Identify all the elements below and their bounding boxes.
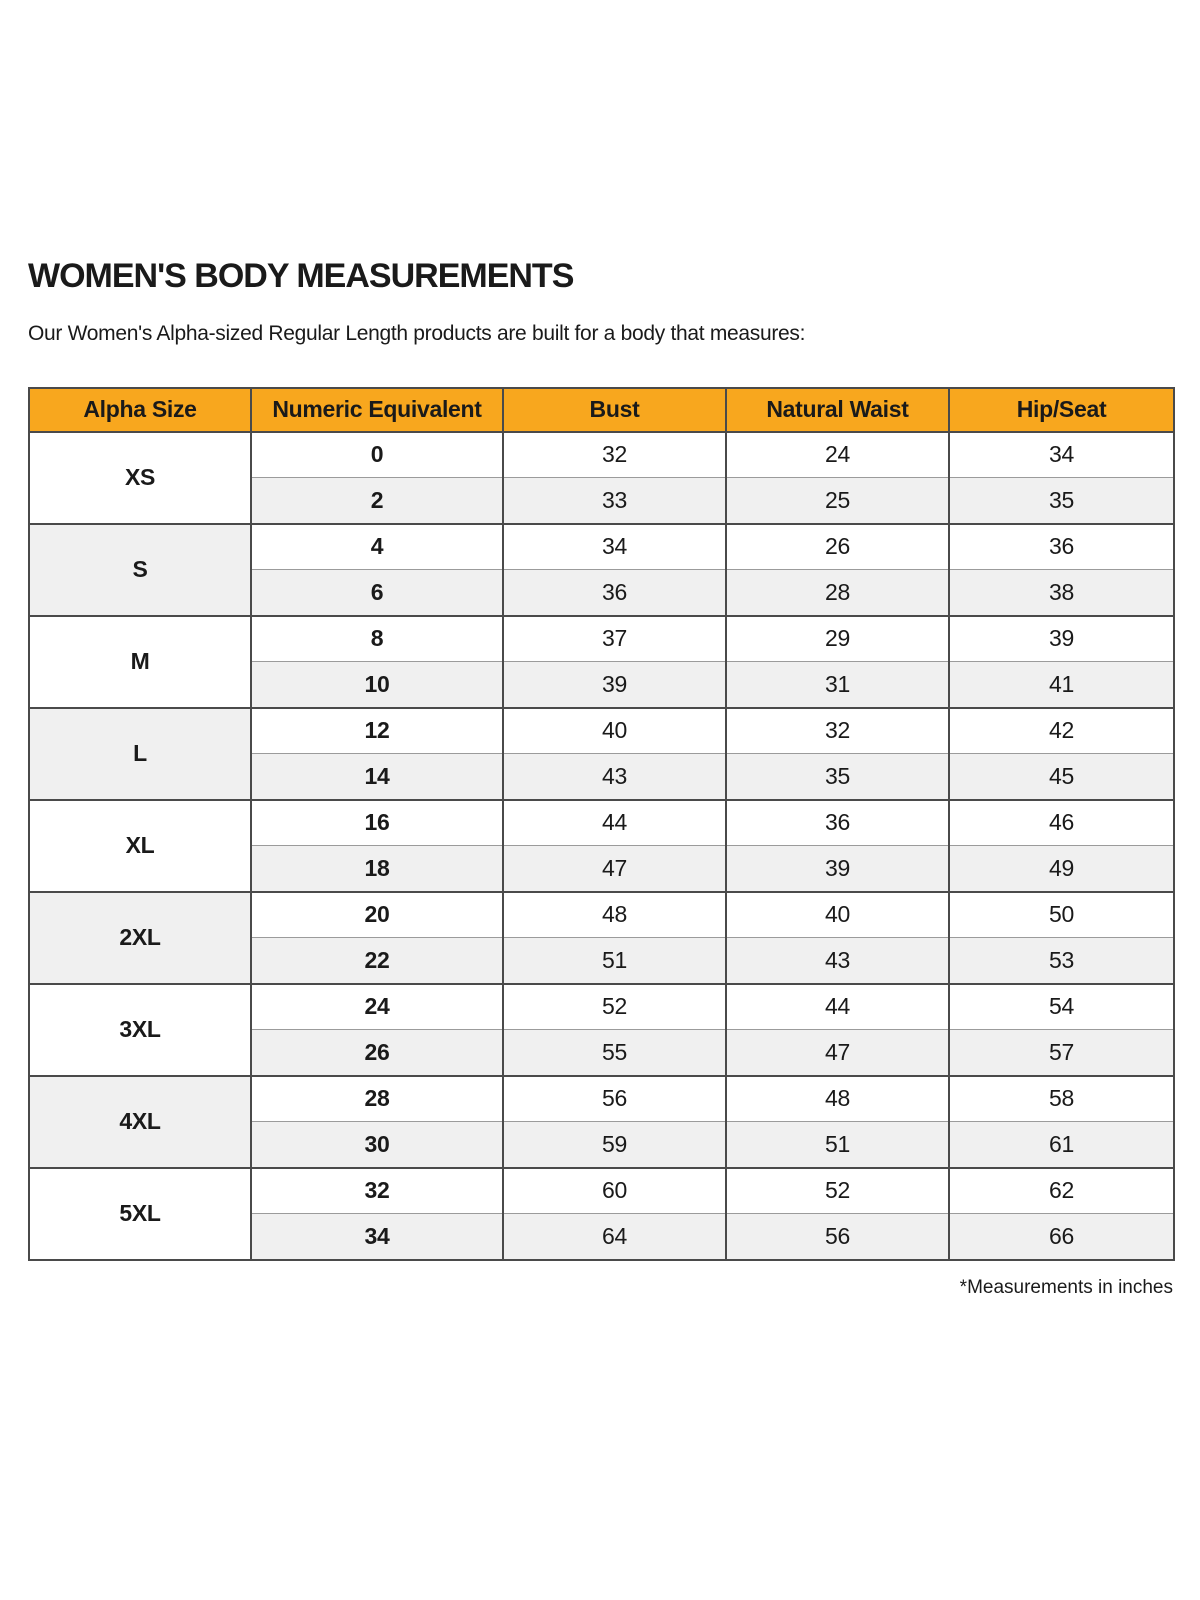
natural-waist-cell: 47 (726, 1030, 949, 1076)
numeric-equivalent-cell: 34 (251, 1214, 503, 1260)
hip-seat-cell: 42 (949, 708, 1174, 754)
natural-waist-cell: 56 (726, 1214, 949, 1260)
alpha-size-cell: XL (29, 800, 251, 892)
hip-seat-cell: 45 (949, 754, 1174, 800)
natural-waist-cell: 31 (726, 662, 949, 708)
natural-waist-cell: 52 (726, 1168, 949, 1214)
table-row (29, 708, 1174, 754)
hip-seat-cell: 61 (949, 1122, 1174, 1168)
size-group-xl (29, 800, 1174, 892)
page-subtitle: Our Women's Alpha-sized Regular Length products are built for a body that measures: (28, 322, 806, 346)
table-row (29, 984, 1174, 1030)
header-cell-natural-waist: Natural Waist (726, 388, 949, 432)
numeric-equivalent-cell: 6 (251, 570, 503, 616)
hip-seat-cell: 54 (949, 984, 1174, 1030)
table-row (29, 432, 1174, 478)
numeric-equivalent-cell: 22 (251, 938, 503, 984)
hip-seat-cell: 36 (949, 524, 1174, 570)
numeric-equivalent-cell: 14 (251, 754, 503, 800)
numeric-equivalent-cell: 24 (251, 984, 503, 1030)
bust-cell: 37 (503, 616, 726, 662)
hip-seat-cell: 53 (949, 938, 1174, 984)
bust-cell: 39 (503, 662, 726, 708)
hip-seat-cell: 41 (949, 662, 1174, 708)
hip-seat-cell: 66 (949, 1214, 1174, 1260)
alpha-size-cell: 5XL (29, 1168, 251, 1260)
table-row (29, 892, 1174, 938)
numeric-equivalent-cell: 12 (251, 708, 503, 754)
alpha-size-cell: S (29, 524, 251, 616)
hip-seat-cell: 34 (949, 432, 1174, 478)
table-header-row (29, 388, 1174, 432)
size-group-5xl (29, 1168, 1174, 1260)
table-row (29, 1076, 1174, 1122)
bust-cell: 64 (503, 1214, 726, 1260)
header-cell-bust: Bust (503, 388, 726, 432)
bust-cell: 60 (503, 1168, 726, 1214)
bust-cell: 36 (503, 570, 726, 616)
hip-seat-cell: 57 (949, 1030, 1174, 1076)
bust-cell: 32 (503, 432, 726, 478)
numeric-equivalent-cell: 16 (251, 800, 503, 846)
hip-seat-cell: 50 (949, 892, 1174, 938)
natural-waist-cell: 51 (726, 1122, 949, 1168)
alpha-size-cell: M (29, 616, 251, 708)
alpha-size-cell: L (29, 708, 251, 800)
natural-waist-cell: 39 (726, 846, 949, 892)
size-group-l (29, 708, 1174, 800)
bust-cell: 47 (503, 846, 726, 892)
size-group-4xl (29, 1076, 1174, 1168)
size-group-2xl (29, 892, 1174, 984)
natural-waist-cell: 24 (726, 432, 949, 478)
bust-cell: 52 (503, 984, 726, 1030)
header-cell-hip-seat: Hip/Seat (949, 388, 1174, 432)
numeric-equivalent-cell: 26 (251, 1030, 503, 1076)
header-cell-numeric-equivalent: Numeric Equivalent (251, 388, 503, 432)
hip-seat-cell: 39 (949, 616, 1174, 662)
size-group-3xl (29, 984, 1174, 1076)
natural-waist-cell: 36 (726, 800, 949, 846)
size-group-s (29, 524, 1174, 616)
natural-waist-cell: 26 (726, 524, 949, 570)
bust-cell: 51 (503, 938, 726, 984)
hip-seat-cell: 58 (949, 1076, 1174, 1122)
table-row (29, 616, 1174, 662)
hip-seat-cell: 38 (949, 570, 1174, 616)
numeric-equivalent-cell: 20 (251, 892, 503, 938)
hip-seat-cell: 49 (949, 846, 1174, 892)
numeric-equivalent-cell: 28 (251, 1076, 503, 1122)
alpha-size-cell: XS (29, 432, 251, 524)
numeric-equivalent-cell: 10 (251, 662, 503, 708)
measurements-table (28, 387, 1175, 1261)
table-row (29, 800, 1174, 846)
bust-cell: 33 (503, 478, 726, 524)
size-group-xs (29, 432, 1174, 524)
numeric-equivalent-cell: 2 (251, 478, 503, 524)
alpha-size-cell: 4XL (29, 1076, 251, 1168)
header-cell-alpha-size: Alpha Size (29, 388, 251, 432)
numeric-equivalent-cell: 0 (251, 432, 503, 478)
numeric-equivalent-cell: 30 (251, 1122, 503, 1168)
hip-seat-cell: 62 (949, 1168, 1174, 1214)
bust-cell: 40 (503, 708, 726, 754)
natural-waist-cell: 35 (726, 754, 949, 800)
natural-waist-cell: 48 (726, 1076, 949, 1122)
table-row (29, 524, 1174, 570)
natural-waist-cell: 25 (726, 478, 949, 524)
alpha-size-cell: 2XL (29, 892, 251, 984)
bust-cell: 59 (503, 1122, 726, 1168)
table-header (29, 388, 1174, 432)
numeric-equivalent-cell: 18 (251, 846, 503, 892)
bust-cell: 56 (503, 1076, 726, 1122)
numeric-equivalent-cell: 8 (251, 616, 503, 662)
bust-cell: 34 (503, 524, 726, 570)
hip-seat-cell: 35 (949, 478, 1174, 524)
numeric-equivalent-cell: 4 (251, 524, 503, 570)
bust-cell: 55 (503, 1030, 726, 1076)
measurements-footnote: *Measurements in inches (959, 1276, 1173, 1298)
page-title: WOMEN'S BODY MEASUREMENTS (28, 257, 574, 295)
natural-waist-cell: 29 (726, 616, 949, 662)
bust-cell: 48 (503, 892, 726, 938)
alpha-size-cell: 3XL (29, 984, 251, 1076)
bust-cell: 43 (503, 754, 726, 800)
natural-waist-cell: 43 (726, 938, 949, 984)
size-group-m (29, 616, 1174, 708)
natural-waist-cell: 28 (726, 570, 949, 616)
natural-waist-cell: 40 (726, 892, 949, 938)
numeric-equivalent-cell: 32 (251, 1168, 503, 1214)
natural-waist-cell: 44 (726, 984, 949, 1030)
natural-waist-cell: 32 (726, 708, 949, 754)
table-row (29, 1168, 1174, 1214)
bust-cell: 44 (503, 800, 726, 846)
hip-seat-cell: 46 (949, 800, 1174, 846)
